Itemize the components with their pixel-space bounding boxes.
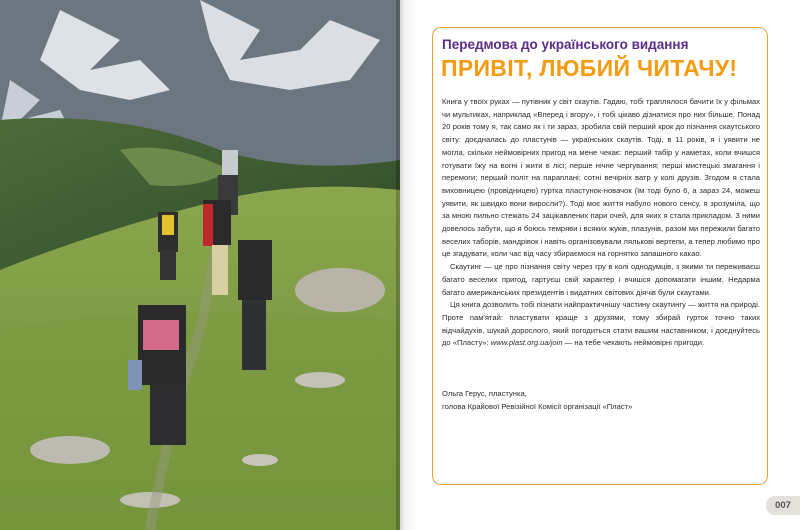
paragraph-1-text: Книга у твоїх руках — путівник у світ скаутів. Гадаю, тобі траплялося бачити їх у фільмах чи мультиках, наприклад «Вперед і вгору», і тобі цікаво дізнатися про них більше. Понад 20 років тому я, так само як і ти зараз, зробила свій перший крок до пізнання скаутського світу: доєдналась до пластунів — українських скаутів. Тоді, в 11 років, я і уявити не могла, скільки неймовірних пригод на мене чекає: перший табір у наметах, коли вчишся готувати їжу на вогні і жити в лісі; перше нічне чергування; перші мистецькі змагання і перемоги; перший політ на параплані; сотні вечірніх ватр у колі друзів. Згодом я стала виховницею (провідницею) гуртка пластунок-новачок (їм тоді було 6, а зараз 24, можеш уявити, як швидко вони виросли?). Тоді моє життя набуло нового сенсу, я зрозуміла, що за мною пильно стежать 24 зацікавлених пари очей, для яких я стала прикладом. З ними довелось забути, що я боюсь темряви і всяких жуків, плазунів, разом ми пережили багато веселих таборів, мандрівок і навіть організовували лялькові вертепи, а тепер любимо про це згадувати, коли час від часу збираємося на горнятко запашного какао.	[442, 97, 760, 259]
paragraph-3-text-a: Ця книга дозволить тобі пізнати найпрактичнішу частину скаутингу — життя на природі. Проте пам'ятай: пластувати краще з друзями, тому збирай гурток точно таких відчайдухів, шукай дорослого, який погодиться стати вашим наставником, і доєднуйтесь до «Пласту»:	[442, 300, 760, 348]
paragraph-2-text: Скаутинг — це про пізнання світу через гру в колі однодумців, з якими ти переживаєш багато веселих пригод, гартуєш свій характер і вчишся допомагати іншим. Недарма багато американських президентів і видатних світових діячів були скаутами.	[442, 262, 760, 297]
paragraph-3-text-b: — на тебе чекають неймовірні пригоди.	[562, 338, 705, 348]
preface-body	[442, 96, 760, 350]
signature	[442, 387, 742, 413]
paragraph-3	[442, 299, 760, 350]
signature-line-2: голова Крайової Ревізійної Комісії організації «Пласт»	[442, 402, 633, 411]
page-number: 007	[766, 496, 800, 515]
plast-link[interactable]: www.plast.org.ua/join	[490, 338, 563, 348]
preface-subtitle: Передмова до українського видання	[442, 37, 689, 52]
preface-title: ПРИВІТ, ЛЮБИЙ ЧИТАЧУ!	[441, 55, 738, 81]
paragraph-1	[442, 96, 760, 261]
paragraph-2	[442, 261, 760, 299]
signature-line-1: Ольга Герус, пластунка,	[442, 389, 527, 398]
page-gutter	[396, 0, 418, 530]
